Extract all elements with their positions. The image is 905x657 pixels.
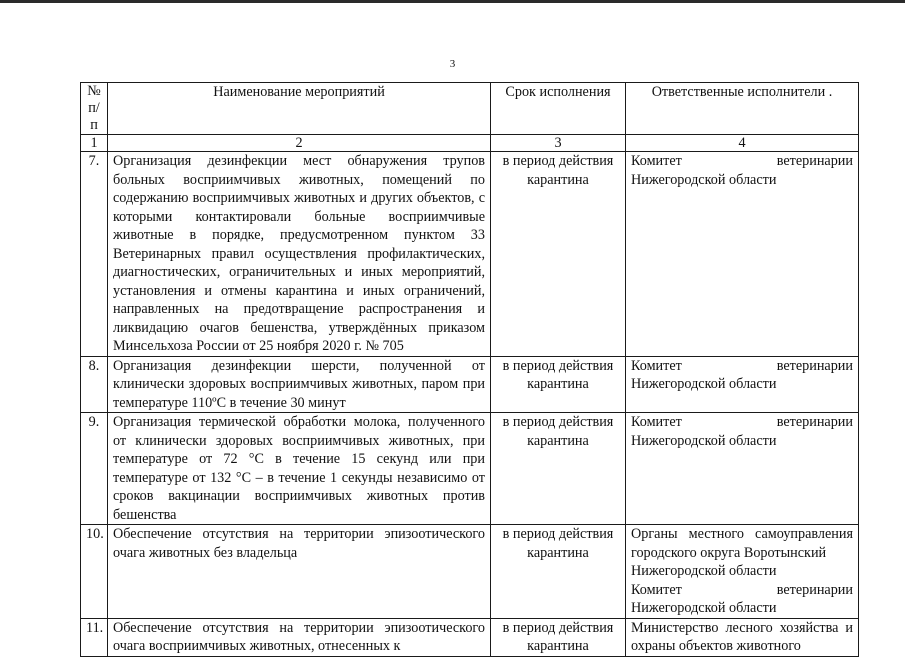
column-index-1: 1 — [81, 135, 108, 152]
responsible-line: Нижегородской области — [631, 432, 777, 449]
responsible-line: Министерство лесного хозяйства и охраны объектов животного — [631, 619, 853, 654]
header-number-line1: № — [87, 83, 101, 99]
table-row — [81, 152, 859, 357]
row-term: в период действия карантина — [491, 356, 626, 413]
row-responsible — [626, 618, 859, 656]
responsible-line: Нижегородской области — [631, 376, 777, 392]
page-top-edge — [0, 0, 905, 3]
row-activity: Обеспечение отсутствия на территории эпизоотического очага животных без владельца — [108, 525, 491, 619]
table-row — [81, 525, 859, 619]
responsible-line: Комитет ветеринарии — [631, 153, 853, 169]
header-term: Срок исполнения — [491, 83, 626, 135]
responsible-line: Комитет ветеринарии — [631, 414, 853, 430]
page-number: 3 — [449, 58, 456, 70]
responsible-line: Нижегородской области — [631, 600, 777, 616]
table-row — [81, 618, 859, 656]
header-name: Наименование мероприятий — [108, 83, 491, 135]
row-responsible — [626, 413, 859, 525]
row-activity: Организация термической обработки молока, полученного от клинически здоровых восприимчивых животных, при температуре от 72 °С в течение 15 секунд или при температуре от 132 °С – в течение 1 секунды независимо от сроков вакцинации восприимчивых животных против бешенства — [108, 413, 491, 525]
row-term: в период действия карантина — [491, 525, 626, 619]
table-header-row — [81, 83, 859, 135]
row-number: 8. — [81, 356, 108, 413]
table-row — [81, 413, 859, 525]
row-term: в период действия карантина — [491, 152, 626, 357]
column-index-2: 2 — [108, 135, 491, 152]
row-activity: Обеспечение отсутствия на территории эпизоотического очага восприимчивых животных, отнесенных к — [108, 618, 491, 656]
row-number: 10. — [81, 525, 108, 619]
events-table — [80, 82, 859, 657]
row-responsible — [626, 152, 859, 357]
row-number: 11. — [81, 618, 108, 656]
column-index-row — [81, 135, 859, 152]
table-row — [81, 356, 859, 413]
row-responsible — [626, 356, 859, 413]
responsible-line: Нижегородской области — [631, 171, 777, 188]
responsible-line: Нижегородской области — [631, 563, 777, 579]
header-responsible: Ответственные исполнители . — [626, 83, 859, 135]
row-number: 9. — [81, 413, 108, 525]
header-number — [81, 83, 108, 135]
row-term: в период действия карантина — [491, 413, 626, 525]
row-responsible — [626, 525, 859, 619]
row-term: в период действия карантина — [491, 618, 626, 656]
responsible-line: Комитет ветеринарии — [631, 581, 853, 598]
column-index-4: 4 — [626, 135, 859, 152]
row-activity: Организация дезинфекции шерсти, полученной от клинически здоровых восприимчивых животных, паром при температуре 110ºС в течение 30 минут — [108, 356, 491, 413]
responsible-line: Органы местного самоуправления городского округа Воротынский — [631, 526, 853, 561]
row-number: 7. — [81, 152, 108, 357]
row-activity: Организация дезинфекции мест обнаружения трупов больных восприимчивых животных, помещений по содержанию восприимчивых животных и других объектов, с которыми контактировали больные восприимчивые животные в порядке, предусмотренном пунктом 33 Ветеринарных правил осуществления профилактических, диагностических, ограничительных и иных мероприятий, установления и отмены карантина и иных ограничений, направленных на предотвращение распространения и ликвидацию очагов бешенства, утверждённых приказом Минсельхоза России от 25 ноября 2020 г. № 705 — [108, 152, 491, 357]
responsible-line: Комитет ветеринарии — [631, 357, 853, 374]
header-number-line2: п/п — [88, 100, 100, 133]
column-index-3: 3 — [491, 135, 626, 152]
